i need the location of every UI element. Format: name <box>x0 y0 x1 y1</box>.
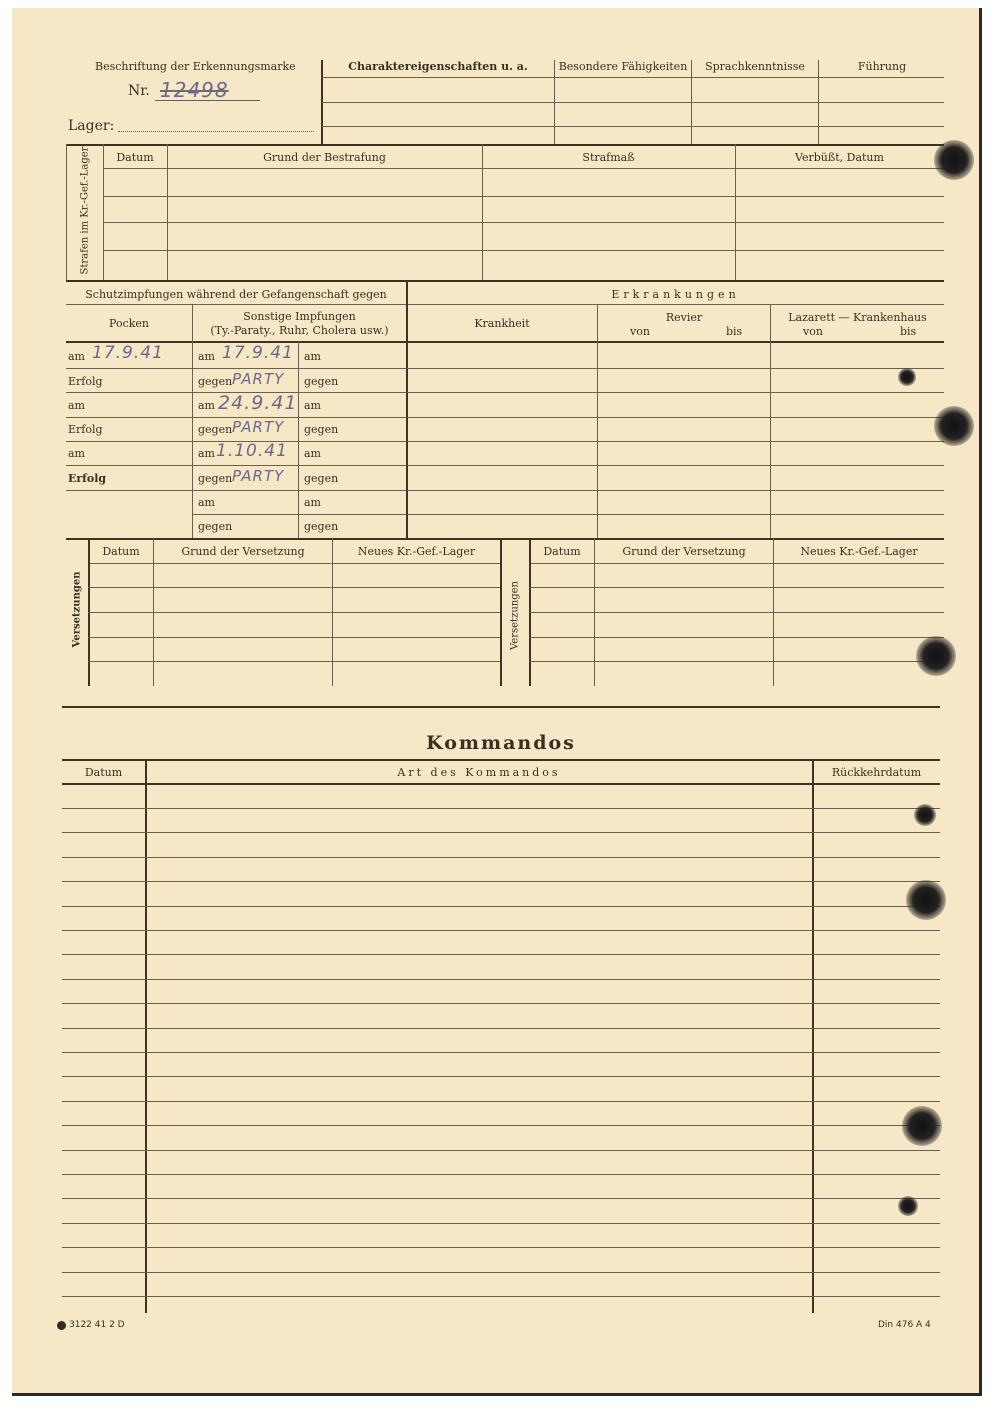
erk-revier-bis: bis <box>726 325 743 338</box>
vers-r-col-datum: Datum <box>543 545 581 558</box>
impf-r3-b: gegen <box>198 423 233 436</box>
kommandos-row-line <box>62 881 940 882</box>
erk-col-line <box>770 304 771 538</box>
vers-row-line <box>88 661 500 662</box>
strafen-row-line <box>103 222 944 223</box>
impf-row-line <box>66 490 406 491</box>
strafen-side-label: Strafen im Kr.-Gef.-Lager <box>79 146 91 275</box>
nr-label: Nr. <box>128 83 150 99</box>
impf-col-sonstige-sub: (Ty.-Paraty., Ruhr, Cholera usw.) <box>210 324 389 337</box>
kommandos-row-line <box>62 1223 940 1224</box>
strafen-col-line <box>482 144 483 280</box>
kommandos-row-line <box>62 1150 940 1151</box>
impf-r6-c: am <box>304 496 321 509</box>
header-row-line <box>322 126 944 127</box>
impf-row-line <box>66 368 406 369</box>
strafen-row-line <box>103 250 944 251</box>
impf-r3-c: gegen <box>304 423 339 436</box>
header-row-line <box>322 102 944 103</box>
strafen-col-grund: Grund der Bestrafung <box>263 151 386 164</box>
strafen-col-line <box>735 144 736 280</box>
impf-r0-a: am <box>68 350 85 363</box>
kommandos-row-line <box>62 1052 940 1053</box>
footer-din: Din 476 A 4 <box>878 1320 931 1330</box>
strafen-col-datum: Datum <box>116 151 154 164</box>
vers-row-line <box>88 587 500 588</box>
punch-hole <box>898 368 916 386</box>
strafen-col-line <box>66 144 67 280</box>
kommandos-row-line <box>62 1296 940 1297</box>
nr-value: 12498 <box>160 78 229 102</box>
vers-col-line <box>500 538 502 686</box>
impf-r3-b-val: PARTY <box>232 418 285 436</box>
impf-title: Schutzimpfungen während der Gefangenschaft gegen <box>85 288 387 301</box>
vers-row-line <box>88 637 500 638</box>
kommandos-col-art: Art des Kommandos <box>397 766 561 779</box>
kommandos-top-line <box>62 706 940 708</box>
kommandos-row-line <box>62 1076 940 1077</box>
vers-r-col-grund: Grund der Versetzung <box>622 545 746 558</box>
impf-row-line <box>66 465 406 466</box>
form-page <box>12 8 982 1396</box>
impf-row-line <box>192 514 406 515</box>
kommandos-row-line <box>62 1272 940 1273</box>
kommandos-row-line <box>62 808 940 809</box>
erk-row-line <box>407 514 944 515</box>
kommandos-header-bottom <box>62 783 940 785</box>
kommandos-header-top <box>62 759 940 761</box>
erk-title-line <box>407 304 944 305</box>
impf-r2-b: am <box>198 399 215 412</box>
impf-r4-b-val: 1.10.41 <box>216 441 288 461</box>
strafen-col-line <box>167 144 168 280</box>
vers-row-line <box>88 612 500 613</box>
col-charakter: Charaktereigenschaften u. a. <box>348 60 528 73</box>
impf-r7-b: gegen <box>198 520 233 533</box>
erk-col-krankheit: Krankheit <box>474 317 530 330</box>
impf-r5-b-val: PARTY <box>232 467 285 485</box>
header-row-line <box>322 77 944 78</box>
erk-col-revier: Revier <box>665 311 703 324</box>
vers-top-line <box>66 538 944 540</box>
erk-title: Erkrankungen <box>611 288 740 301</box>
vers-side-label-right: Versetzungen <box>509 581 521 650</box>
kommandos-row-line <box>62 954 940 955</box>
impf-col-sonstige: Sonstige Impfungen <box>243 310 356 323</box>
impf-r3-a: Erfolg <box>68 423 103 436</box>
impf-r7-c: gegen <box>304 520 339 533</box>
punch-hole <box>934 406 974 446</box>
kommandos-row-line <box>62 1101 940 1102</box>
erk-row-line <box>407 417 944 418</box>
lager-label: Lager: <box>68 118 115 134</box>
impf-r1-a: Erfolg <box>68 375 103 388</box>
vers-r-col-lager: Neues Kr.-Gef.-Lager <box>800 545 918 558</box>
kommandos-row-line <box>62 1174 940 1175</box>
kommandos-row-line <box>62 979 940 980</box>
impf-r0-a-val: 17.9.41 <box>92 343 164 363</box>
vers-side-label-left: Versetzungen <box>71 571 83 648</box>
erk-lazarett-von: von <box>803 325 823 338</box>
impf-r4-b: am <box>198 447 215 460</box>
kommandos-col-datum: Datum <box>84 766 123 779</box>
kommandos-row-line <box>62 930 940 931</box>
impf-title-line <box>66 304 406 305</box>
impf-r1-c: gegen <box>304 375 339 388</box>
impf-header-line <box>66 341 944 343</box>
impf-r0-b-val: 17.9.41 <box>222 343 294 363</box>
kommandos-row-line <box>62 1198 940 1199</box>
erk-lazarett-bis: bis <box>900 325 917 338</box>
lager-dotted-line <box>118 131 314 132</box>
erk-col-lazarett: Lazarett — Krankenhaus <box>788 311 927 324</box>
marke-label: Beschriftung der Erkennungsmarke <box>95 60 296 73</box>
vers-l-col-lager: Neues Kr.-Gef.-Lager <box>357 545 476 558</box>
kommandos-row-line <box>62 1125 940 1126</box>
impf-r5-a: Erfolg <box>68 472 107 485</box>
vers-header-line <box>530 563 944 564</box>
impf-col-line <box>192 304 193 538</box>
strafen-bottom-line <box>66 280 944 282</box>
impf-r1-b-val: PARTY <box>232 370 285 388</box>
kommandos-col-line <box>145 759 147 1313</box>
punch-hole <box>914 804 936 826</box>
impf-r2-a: am <box>68 399 85 412</box>
impf-r6-b: am <box>198 496 215 509</box>
erk-row-line <box>407 465 944 466</box>
kommandos-row-line <box>62 1247 940 1248</box>
col-fuehrung: Führung <box>857 60 907 73</box>
kommandos-col-rueckkehr: Rückkehrdatum <box>831 766 922 779</box>
erk-row-line <box>407 368 944 369</box>
vers-row-line <box>530 612 944 613</box>
punch-hole <box>906 880 946 920</box>
impf-r2-c: am <box>304 399 321 412</box>
strafen-col-verbuesst: Verbüßt, Datum <box>795 151 884 164</box>
kommandos-row-line <box>62 832 940 833</box>
erk-row-line <box>407 392 944 393</box>
impf-r5-b: gegen <box>198 472 233 485</box>
erk-col-line <box>597 304 598 538</box>
col-faehigkeiten: Besondere Fähigkeiten <box>558 60 688 73</box>
impf-r5-c: gegen <box>304 472 339 485</box>
impf-r4-c: am <box>304 447 321 460</box>
kommandos-row-line <box>62 857 940 858</box>
strafen-col-strafmass: Strafmaß <box>582 151 635 164</box>
impf-r0-c: am <box>304 350 321 363</box>
impf-r2-b-val: 24.9.41 <box>218 392 298 414</box>
impf-r4-a: am <box>68 447 85 460</box>
print-mark-icon <box>57 1321 66 1330</box>
impf-col-line <box>298 341 299 538</box>
strafen-top-line <box>66 144 944 146</box>
strafen-header-line <box>103 168 944 169</box>
erk-row-line <box>407 441 944 442</box>
punch-hole <box>902 1106 942 1146</box>
nr-underline <box>155 100 260 101</box>
vers-row-line <box>530 587 944 588</box>
strafen-col-line <box>103 144 104 280</box>
impf-r1-b: gegen <box>198 375 233 388</box>
kommandos-row-line <box>62 1028 940 1029</box>
vers-row-line <box>530 661 944 662</box>
impf-r0-b: am <box>198 350 215 363</box>
erk-revier-von: von <box>630 325 650 338</box>
vers-l-col-datum: Datum <box>102 545 140 558</box>
kommandos-title: Kommandos <box>426 732 576 754</box>
vers-header-line <box>88 563 500 564</box>
punch-hole <box>898 1196 918 1216</box>
kommandos-row-line <box>62 1003 940 1004</box>
vers-l-col-grund: Grund der Versetzung <box>181 545 305 558</box>
punch-hole <box>934 140 974 180</box>
vers-row-line <box>530 637 944 638</box>
erk-row-line <box>407 490 944 491</box>
col-sprachkenntnisse: Sprachkenntnisse <box>705 60 805 73</box>
kommandos-col-line <box>812 759 814 1313</box>
punch-hole <box>916 636 956 676</box>
footer-print-code: 3122 41 2 D <box>69 1320 125 1330</box>
impf-col-pocken: Pocken <box>109 317 149 330</box>
strafen-row-line <box>103 196 944 197</box>
kommandos-row-line <box>62 906 940 907</box>
